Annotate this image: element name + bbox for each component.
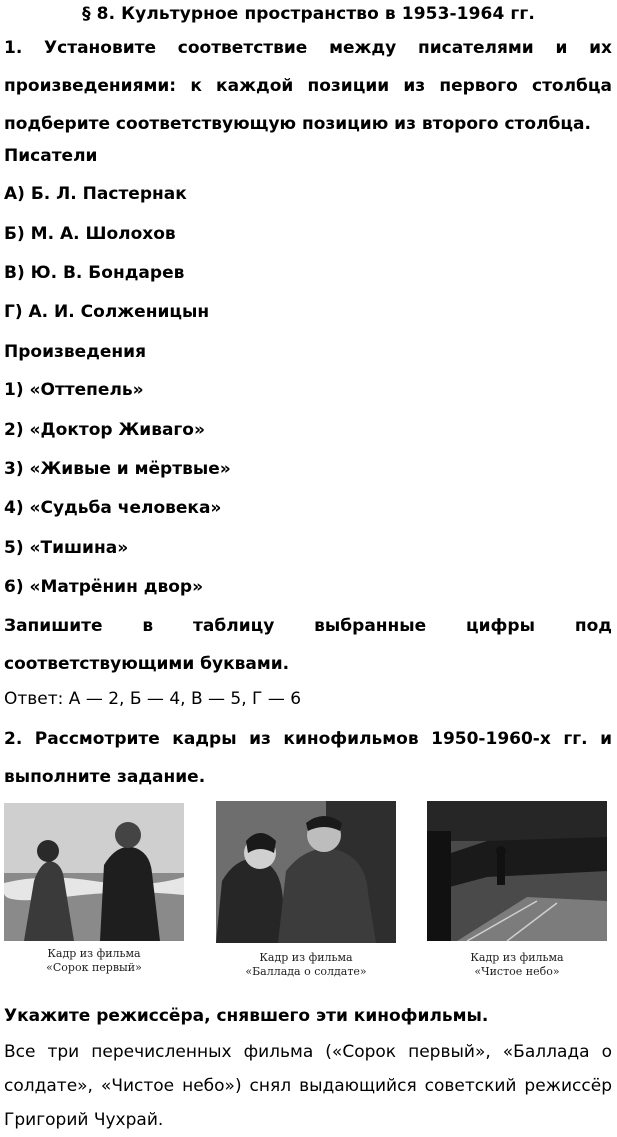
task1-question: 1. Установите соответствие между писателями и их произведениями: к каждой позиции из первого столбца подберите соответствующую позицию из второго столбца.: [4, 38, 612, 134]
task2-question: 2. Рассмотрите кадры из кинофильмов 1950-1960-х гг. и выполните задание.: [4, 729, 612, 787]
film-caption: Кадр из фильма «Чистое небо»: [470, 951, 564, 978]
work-item: 4) «Судьба человека»: [4, 498, 222, 518]
work-item: 5) «Тишина»: [4, 538, 129, 558]
film-frame-chistoe-nebo: [427, 801, 607, 941]
writer-item: Б) М. А. Шолохов: [4, 224, 176, 244]
task1-instruction: Запишите в таблицу выбранные цифры под соответствующими буквами.: [4, 616, 612, 674]
section-title: § 8. Культурное пространство в 1953-1964 гг.: [82, 4, 535, 24]
task1-answer: Ответ: А — 2, Б — 4, В — 5, Г — 6: [4, 689, 302, 709]
writer-item: Г) А. И. Солженицын: [4, 302, 210, 322]
film-frame-sorok-pervyi: [4, 803, 184, 941]
writers-heading: Писатели: [4, 146, 98, 166]
writer-item: В) Ю. В. Бондарев: [4, 263, 185, 283]
task2-prompt: Укажите режиссёра, снявшего эти кинофильмы.: [4, 1006, 489, 1026]
work-item: 2) «Доктор Живаго»: [4, 420, 205, 440]
writer-item: А) Б. Л. Пастернак: [4, 184, 187, 204]
film-caption: Кадр из фильма «Сорок первый»: [46, 947, 142, 974]
task2-answer: Все три перечисленных фильма («Сорок первый», «Баллада о солдате», «Чистое небо») снял выдающийся советский режиссёр Григорий Чухрай.: [4, 1042, 612, 1130]
film-caption: Кадр из фильма «Баллада о солдате»: [245, 951, 367, 978]
work-item: 6) «Матрёнин двор»: [4, 577, 204, 597]
works-heading: Произведения: [4, 342, 146, 362]
work-item: 1) «Оттепель»: [4, 380, 144, 400]
work-item: 3) «Живые и мёртвые»: [4, 459, 231, 479]
film-frame-ballada-o-soldate: [216, 801, 396, 943]
